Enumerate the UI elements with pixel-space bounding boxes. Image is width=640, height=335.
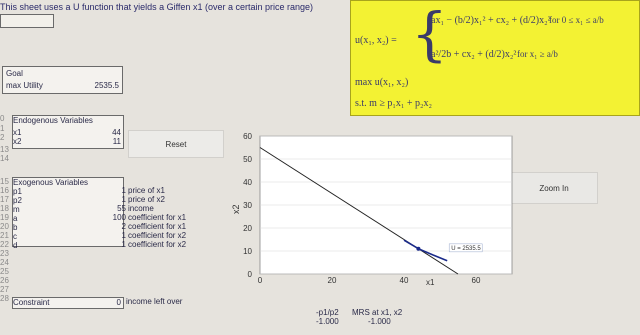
optimum-point bbox=[416, 247, 420, 251]
reset-button[interactable] bbox=[128, 130, 224, 158]
utility-piece-2: a²/2b + cx₂ + (d/2)x₂² bbox=[431, 49, 517, 60]
x-tick-label: 40 bbox=[399, 276, 409, 285]
row-number: 14 bbox=[0, 154, 9, 163]
constraint-label: Constraint bbox=[13, 298, 50, 307]
row-number: 2 bbox=[0, 133, 5, 142]
exogenous-title: Exogenous Variables bbox=[13, 178, 89, 187]
var-value-d[interactable]: 1 bbox=[121, 240, 126, 249]
row-number: 18 bbox=[0, 204, 9, 213]
price-ratio-value[interactable]: -1.000 bbox=[316, 317, 339, 326]
y-tick-label: 40 bbox=[243, 178, 252, 187]
budget-chart bbox=[226, 128, 522, 328]
var-value-x1[interactable]: 44 bbox=[112, 128, 121, 137]
var-value-a[interactable]: 100 bbox=[112, 213, 126, 222]
constraint-desc: income left over bbox=[126, 297, 183, 306]
var-name-p2: p2 bbox=[13, 196, 22, 205]
row-number: 22 bbox=[0, 240, 9, 249]
var-name-x1: x1 bbox=[13, 128, 22, 137]
row-number: 28 bbox=[0, 294, 9, 303]
constraint-box bbox=[12, 297, 124, 309]
row-number: 27 bbox=[0, 285, 9, 294]
var-value-b[interactable]: 2 bbox=[121, 222, 126, 231]
row-number: 23 bbox=[0, 249, 9, 258]
utility-piece-1: ax₁ − (b/2)x₁² + cx₂ + (d/2)x₂² bbox=[431, 15, 551, 26]
y-tick-label: 60 bbox=[243, 132, 252, 141]
var-name-d: d bbox=[13, 241, 18, 250]
var-value-m[interactable]: 55 bbox=[117, 204, 126, 213]
var-value-x2[interactable]: 11 bbox=[112, 137, 121, 146]
row-number: 0 bbox=[0, 114, 5, 123]
var-name-b: b bbox=[13, 223, 18, 232]
budget-constraint: s.t. m ≥ p₁x₁ + p₂x₂ bbox=[355, 98, 433, 109]
var-value-p2[interactable]: 1 bbox=[121, 195, 126, 204]
endogenous-box bbox=[12, 115, 124, 149]
x-tick-label: 20 bbox=[327, 276, 337, 285]
var-value-p1[interactable]: 1 bbox=[121, 186, 126, 195]
y-tick-label: 20 bbox=[243, 224, 252, 233]
utility-condition-1: for 0 ≤ x₁ ≤ a/b bbox=[549, 15, 604, 25]
notice-cell[interactable] bbox=[0, 14, 54, 28]
row-number: 20 bbox=[0, 222, 9, 231]
mrs-label: MRS at x1, x2 bbox=[352, 308, 403, 317]
sheet-notice: This sheet uses a U function that yields a Giffen x1 (over a certain price range) bbox=[0, 2, 313, 12]
goal-box bbox=[2, 66, 123, 94]
constraint-value[interactable]: 0 bbox=[116, 298, 121, 307]
reset-button-label: Reset bbox=[165, 139, 187, 149]
row-number: 13 bbox=[0, 145, 9, 154]
row-number: 17 bbox=[0, 195, 9, 204]
exogenous-box bbox=[12, 177, 124, 250]
var-name-a: a bbox=[13, 214, 18, 223]
var-value-c[interactable]: 1 bbox=[121, 231, 126, 240]
mrs-value[interactable]: -1.000 bbox=[368, 317, 391, 326]
y-tick-label: 50 bbox=[243, 155, 252, 164]
brace-icon: { bbox=[411, 0, 448, 68]
row-number: 15 bbox=[0, 177, 9, 186]
goal-label: Goal bbox=[6, 69, 23, 78]
max-utility-value[interactable]: 2535.5 bbox=[94, 81, 119, 90]
var-desc-m: income bbox=[128, 204, 154, 213]
utility-condition-2: for x₁ ≥ a/b bbox=[517, 49, 558, 59]
var-desc-b: coefficient for x1 bbox=[128, 222, 187, 231]
var-desc-a: coefficient for x1 bbox=[128, 213, 187, 222]
row-number: 24 bbox=[0, 258, 9, 267]
var-desc-p2: price of x2 bbox=[128, 195, 165, 204]
objective: max u(x₁, x₂) bbox=[355, 77, 409, 88]
var-name-c: c bbox=[13, 232, 17, 241]
row-number: 25 bbox=[0, 267, 9, 276]
row-number: 19 bbox=[0, 213, 9, 222]
var-name-x2: x2 bbox=[13, 137, 22, 146]
row-number: 21 bbox=[0, 231, 9, 240]
curve-label: U = 2535.5 bbox=[451, 245, 481, 252]
var-desc-d: coefficient for x2 bbox=[128, 240, 187, 249]
row-number: 26 bbox=[0, 276, 9, 285]
var-desc-c: coefficient for x2 bbox=[128, 231, 187, 240]
y-tick-label: 0 bbox=[247, 270, 252, 279]
zoom-in-label: Zoom In bbox=[539, 183, 569, 193]
y-tick-label: 10 bbox=[243, 247, 252, 256]
x-axis-label: x1 bbox=[426, 278, 435, 287]
x-tick-label: 0 bbox=[257, 276, 263, 285]
x-tick-label: 60 bbox=[471, 276, 481, 285]
formula-box bbox=[350, 0, 640, 116]
y-tick-label: 30 bbox=[243, 201, 252, 210]
price-ratio-label: -p1/p2 bbox=[316, 308, 339, 317]
var-name-p1: p1 bbox=[13, 187, 22, 196]
y-axis-label: x2 bbox=[231, 204, 241, 214]
utility-lhs: u(x₁, x₂) = bbox=[355, 35, 397, 46]
max-utility-label: max Utility bbox=[6, 81, 43, 90]
var-name-m: m bbox=[13, 205, 20, 214]
row-number: 16 bbox=[0, 186, 9, 195]
endogenous-title: Endogenous Variables bbox=[13, 116, 93, 125]
zoom-in-button[interactable] bbox=[510, 172, 598, 204]
row-number: 1 bbox=[0, 124, 5, 133]
var-desc-p1: price of x1 bbox=[128, 186, 165, 195]
